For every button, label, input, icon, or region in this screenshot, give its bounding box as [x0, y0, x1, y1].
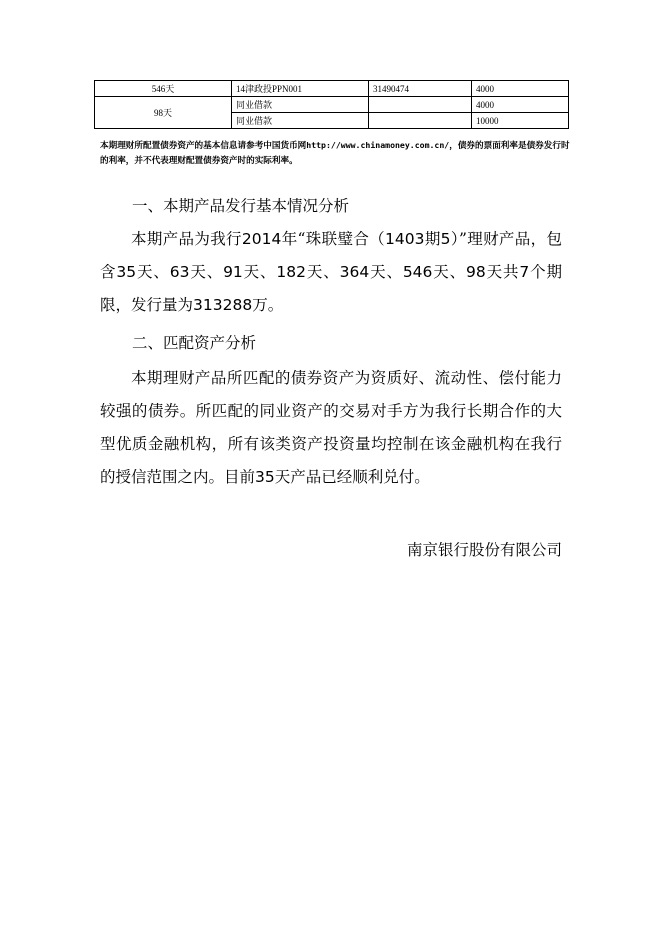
table-footnote — [100, 138, 570, 169]
signature: 南京银行股份有限公司 — [406, 541, 562, 559]
section1-paragraph: 本期产品为我行2014年“珠联璧合（1403期5）”理财产品，包含35天、63天、91天、182天、364天、546天、98天共7个期限，发行量为313288万。 — [100, 230, 562, 314]
asset-cell: 同业借款 — [232, 113, 369, 129]
footnote-text: ，债券的票面利率是债券发行时的利率，并不代表理财配置债券资产时的实际利率。 — [100, 141, 570, 166]
asset-table — [94, 80, 569, 129]
amount-cell: 10000 — [472, 113, 569, 129]
table-row — [95, 81, 569, 97]
section1-heading: 一、本期产品发行基本情况分析 — [132, 197, 350, 215]
code-cell — [369, 97, 472, 113]
section2-paragraph: 本期理财产品所匹配的债券资产为资质好、流动性、偿付能力较强的债券。所匹配的同业资产的交易对手方为我行长期合作的大型优质金融机构，所有该类资产投资量均控制在该金融机构在我行的授信范围之内。目前35天产品已经顺利兑付。 — [100, 369, 562, 486]
table-row — [95, 97, 569, 113]
asset-cell: 同业借款 — [232, 97, 369, 113]
amount-cell: 4000 — [472, 97, 569, 113]
footnote-text: 本期理财所配置债券资产的基本信息请参考中国货币网 — [100, 141, 307, 151]
code-cell — [369, 113, 472, 129]
term-cell: 98天 — [95, 97, 232, 129]
amount-cell: 4000 — [472, 81, 569, 97]
asset-cell: 14津政投PPN001 — [232, 81, 369, 97]
section2-heading: 二、匹配资产分析 — [132, 334, 257, 352]
term-cell: 546天 — [95, 81, 232, 97]
chinamoney-url: http://www.chinamoney.com.cn/ — [306, 140, 450, 150]
code-cell: 31490474 — [369, 81, 472, 97]
